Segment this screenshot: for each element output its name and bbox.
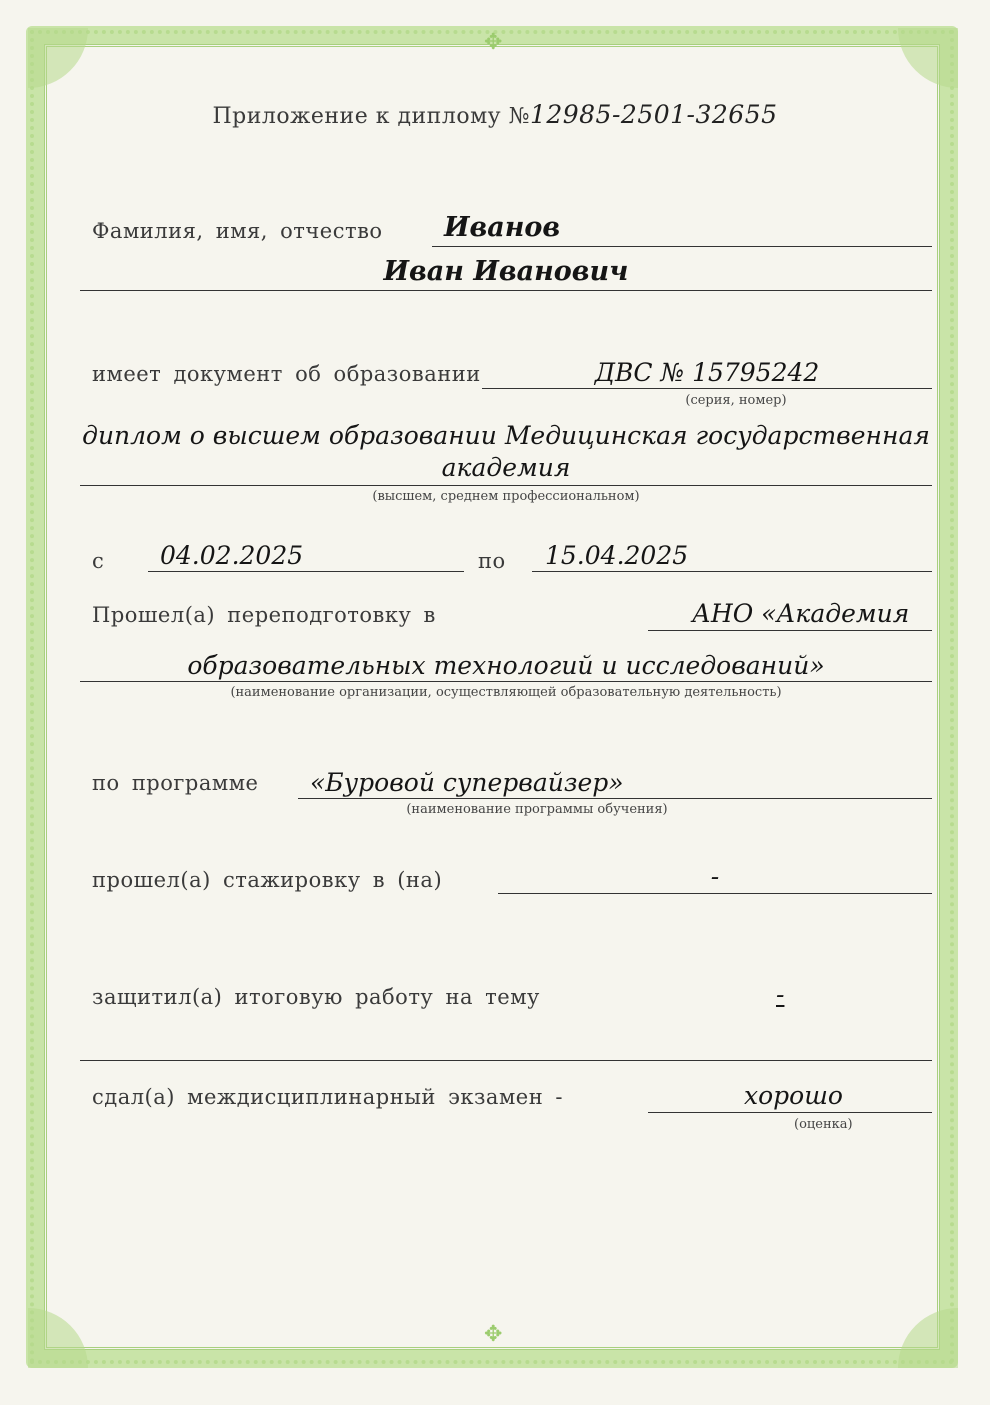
fio-label: Фамилия, имя, отчество (92, 219, 383, 243)
to-date-value: 15.04.2025 (545, 541, 689, 570)
ornament-icon: ✥ (484, 1322, 503, 1347)
education-doc-label: имеет документ об образовании (92, 362, 481, 386)
from-date-line (148, 571, 464, 572)
exam-label: сдал(а) междисциплинарный экзамен - (92, 1085, 563, 1109)
program-label: по программе (92, 771, 259, 795)
diploma-number: 12985-2501-32655 (529, 100, 778, 129)
level-hint: (высшем, среднем профессиональном) (372, 489, 640, 504)
program-hint: (наименование программы обучения) (406, 802, 668, 817)
to-date-line (532, 571, 932, 572)
exam-grade-line (648, 1112, 932, 1113)
exam-grade-value: хорошо (744, 1081, 843, 1110)
final-work-label: защитил(а) итоговую работу на тему (92, 985, 540, 1009)
retraining-label: Прошел(а) переподготовку в (92, 603, 436, 627)
final-work-line (80, 1060, 932, 1061)
surname-line (432, 246, 932, 247)
internship-label: прошел(а) стажировку в (на) (92, 868, 443, 892)
org-line2 (80, 681, 932, 682)
final-work-value: - (776, 980, 785, 1009)
internship-value: - (710, 862, 720, 891)
program-line (298, 798, 932, 799)
series-number-line (482, 388, 932, 389)
education-description-line1: диплом о высшем образовании Медицинская государственная (82, 421, 930, 450)
title-prefix: Приложение к диплому № (212, 104, 530, 129)
surname-value: Иванов (444, 212, 561, 243)
org-hint: (наименование организации, осуществляющей образовательную деятельность) (230, 685, 782, 700)
org-value-line1: АНО «Академия (692, 599, 910, 628)
name-line (80, 290, 932, 291)
series-number-value: ДВС № 15795242 (594, 358, 820, 387)
org-value-line2: образовательных технологий и исследований» (187, 651, 825, 680)
internship-line (498, 893, 932, 894)
grade-hint: (оценка) (794, 1117, 853, 1132)
program-value: «Буровой супервайзер» (310, 768, 624, 797)
to-label: по (478, 549, 506, 573)
ornament-icon: ✥ (484, 30, 503, 55)
series-hint: (серия, номер) (685, 393, 787, 408)
education-description-line (80, 485, 932, 486)
from-label: с (92, 549, 105, 573)
org-line1 (648, 630, 932, 631)
name-value: Иван Иванович (383, 256, 629, 287)
from-date-value: 04.02.2025 (160, 541, 304, 570)
page-title (0, 100, 990, 129)
education-description-line2: академия (441, 453, 571, 482)
